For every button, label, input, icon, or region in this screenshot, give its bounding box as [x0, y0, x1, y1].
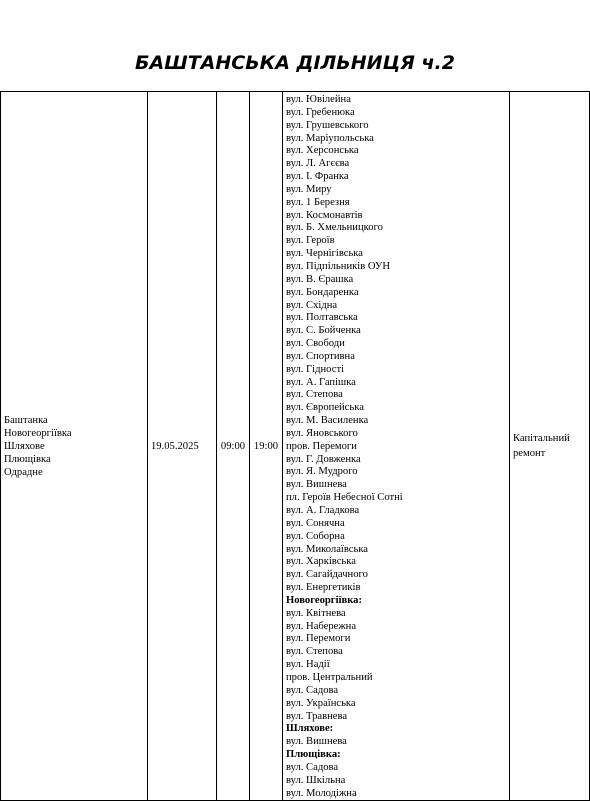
street-item: вул. Вишнева	[286, 479, 347, 491]
street-item: вул. Молодіжна	[286, 787, 357, 799]
settlement-item: Шляхове	[4, 440, 45, 452]
street-item: вул. Миру	[286, 183, 332, 195]
street-item: вул. М. Василенка	[286, 415, 369, 427]
street-item: вул. Енергетиків	[286, 582, 361, 594]
street-item: вул. Л. Агєєва	[286, 158, 350, 170]
street-item: пров. Центральний	[286, 671, 373, 683]
settlement-heading: Новогеоргіївка:	[286, 594, 362, 606]
street-item: вул. Садова	[286, 684, 339, 696]
street-item: вул. Надії	[286, 659, 330, 671]
street-item: вул. Сонячна	[286, 517, 345, 529]
start-time-cell: 09:00	[217, 92, 250, 801]
streets-list	[286, 94, 506, 800]
settlement-heading: Плющівка:	[286, 749, 341, 761]
table-row	[1, 92, 590, 801]
street-item: вул. Яновського	[286, 427, 358, 439]
street-item: вул. Перемоги	[286, 633, 351, 645]
street-item: вул. Шкільна	[286, 774, 346, 786]
streets-cell	[283, 92, 510, 801]
street-item: вул. Чернігівська	[286, 248, 364, 260]
street-item: вул. Я. Мудрого	[286, 466, 358, 478]
street-item: вул. Ювілейна	[286, 94, 351, 105]
street-item: вул. Б. Хмельницкого	[286, 222, 383, 234]
date-cell: 19.05.2025	[148, 92, 217, 801]
settlement-item: Новогеоргіївка	[4, 427, 72, 439]
street-item: вул. Степова	[286, 389, 343, 401]
reason-cell: Капітальний ремонт	[510, 92, 590, 801]
street-item: вул. Спортивна	[286, 350, 355, 362]
street-item: вул. Херсонська	[286, 145, 359, 157]
street-item: вул. Європейська	[286, 402, 364, 414]
street-item: вул. 1 Березня	[286, 196, 350, 208]
page-title: БАШТАНСЬКА ДІЛЬНИЦЯ ч.2	[135, 52, 455, 74]
settlements-list	[4, 414, 144, 479]
street-item: вул. Садова	[286, 761, 339, 773]
settlement-item: Баштанка	[4, 414, 48, 426]
street-item: вул. І. Франка	[286, 171, 349, 183]
street-item: вул. Набережна	[286, 620, 357, 632]
street-item: вул. Соборна	[286, 530, 345, 542]
settlement-heading: Шляхове:	[286, 723, 334, 735]
street-item: вул. Харківська	[286, 556, 356, 568]
street-item: вул. Українська	[286, 697, 356, 709]
end-time-cell: 19:00	[250, 92, 283, 801]
settlement-item: Плющівка	[4, 453, 51, 465]
street-item: вул. Гідності	[286, 363, 345, 375]
street-item: вул. Степова	[286, 646, 343, 658]
street-item: вул. Космонавтів	[286, 209, 363, 221]
street-item: пров. Перемоги	[286, 440, 357, 452]
outage-table	[0, 91, 590, 801]
street-item: вул. Полтавська	[286, 312, 358, 324]
street-item: вул. В. Єрашка	[286, 273, 354, 285]
street-item: вул. Травнева	[286, 710, 348, 722]
street-item: вул. Г. Довженка	[286, 453, 361, 465]
street-item: вул. Бондаренка	[286, 286, 359, 298]
street-item: вул. Миколаївська	[286, 543, 369, 555]
street-item: вул. С. Бойченка	[286, 325, 361, 337]
street-item: вул. Маріупольська	[286, 132, 374, 144]
street-item: вул. Гребенюка	[286, 106, 355, 118]
street-item: вул. Героїв	[286, 235, 335, 247]
street-item: вул. Свободи	[286, 338, 345, 350]
street-item: вул. Квітнева	[286, 607, 346, 619]
street-item: вул. А. Гладкова	[286, 505, 360, 516]
street-item: вул. Східна	[286, 299, 338, 311]
street-item: пл. Героїв Небесної Сотні	[286, 492, 403, 504]
street-item: вул. Підпільників ОУН	[286, 260, 391, 272]
settlement-item: Одрадне	[4, 466, 43, 478]
street-item: вул. Вишнева	[286, 736, 347, 748]
street-item: вул. А. Гапішка	[286, 376, 356, 388]
street-item: вул. Грушевського	[286, 119, 369, 131]
settlements-cell	[1, 92, 148, 801]
street-item: вул. Сагайдачного	[286, 569, 368, 581]
